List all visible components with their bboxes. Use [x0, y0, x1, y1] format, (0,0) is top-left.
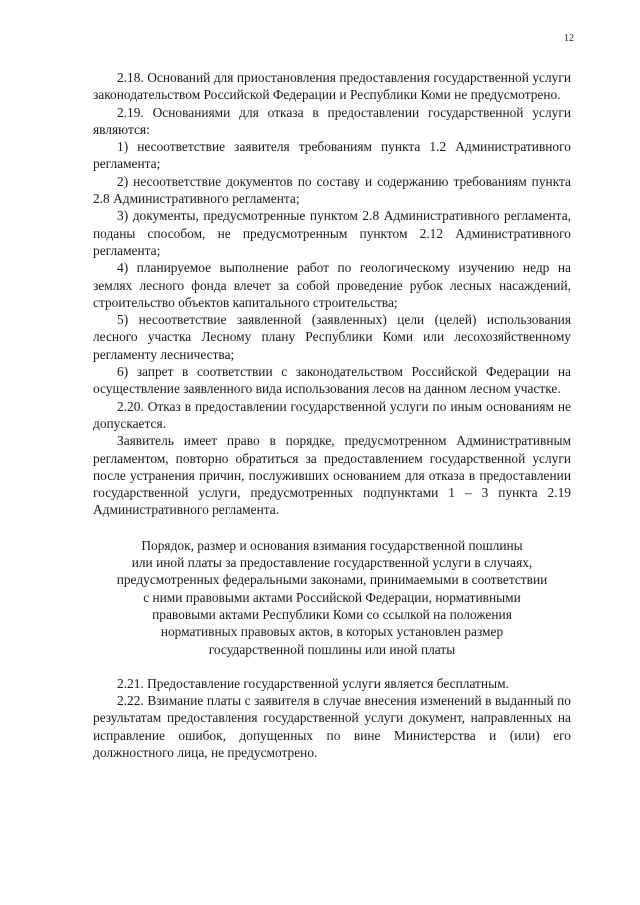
heading-line: нормативных правовых актов, в которых установлен размер [160, 624, 504, 640]
list-item-1: 1) несоответствие заявителя требованиям пункта 1.2 Административного регламента; [93, 139, 571, 172]
paragraph-2-19: 2.19. Основаниями для отказа в предоставлении государственной услуги являются: [93, 104, 571, 137]
list-item-5: 5) несоответствие заявленной (заявленных) цели (целей) использования лесного участка Лесному плану Республики Коми или лесохозяйственному регламенту лесничества; [93, 312, 571, 362]
paragraph-applicant-right: Заявитель имеет право в порядке, предусмотренном Административным регламентом, повторно обратиться за предоставлением государственной услуги после устранения причин, послуживших основанием для отказа в предоставлении государственной услуги, предусмотренных подпунктами 1 – 3 пункта 2.19 Административного регламента. [93, 433, 571, 518]
section-heading [93, 537, 571, 658]
heading-line: правовыми актами Республики Коми со ссылкой на положения [152, 606, 512, 622]
page-number: 12 [564, 33, 574, 44]
heading-line: Порядок, размер и основания взимания государственной пошлины [141, 537, 523, 553]
document-body [93, 69, 571, 761]
paragraph-2-20: 2.20. Отказ в предоставлении государственной услуги по иным основаниям не допускается. [93, 398, 571, 431]
list-item-2: 2) несоответствие документов по составу и содержанию требованиям пункта 2.8 Административного регламента; [93, 173, 571, 207]
heading-line: государственной пошлины или иной платы [208, 641, 456, 657]
heading-line: предусмотренных федеральными законами, принимаемыми в соответствии [116, 572, 548, 588]
heading-line: с ними правовыми актами Российской Федерации, нормативными [143, 589, 521, 605]
paragraph-2-18: 2.18. Оснований для приостановления предоставления государственной услуги законодательством Российской Федерации и Республики Коми не предусмотрено. [93, 70, 571, 103]
paragraph-2-22: 2.22. Взимание платы с заявителя в случае внесения изменений в выданный по результатам предоставления государственной услуги документ, направленных на исправление ошибок, допущенных по вине Министерства и (или) его должностного лица, не предусмотрено. [93, 693, 571, 760]
heading-line: или иной платы за предоставление государственной услуги в случаях, [131, 555, 533, 571]
paragraph-2-21: 2.21. Предоставление государственной услуги является бесплатным. [117, 675, 509, 691]
list-item-4: 4) планируемое выполнение работ по геологическому изучению недр на землях лесного фонда влечет за собой проведение рубок лесных насаждений, строительство объектов капитального строительства; [93, 260, 571, 310]
list-item-3: 3) документы, предусмотренные пунктом 2.8 Административного регламента, поданы способом, не предусмотренным пунктом 2.12 Административного регламента; [93, 208, 571, 258]
list-item-6: 6) запрет в соответствии с законодательством Российской Федерации на осуществление заявленного вида использования лесов на данном лесном участке. [93, 364, 571, 397]
